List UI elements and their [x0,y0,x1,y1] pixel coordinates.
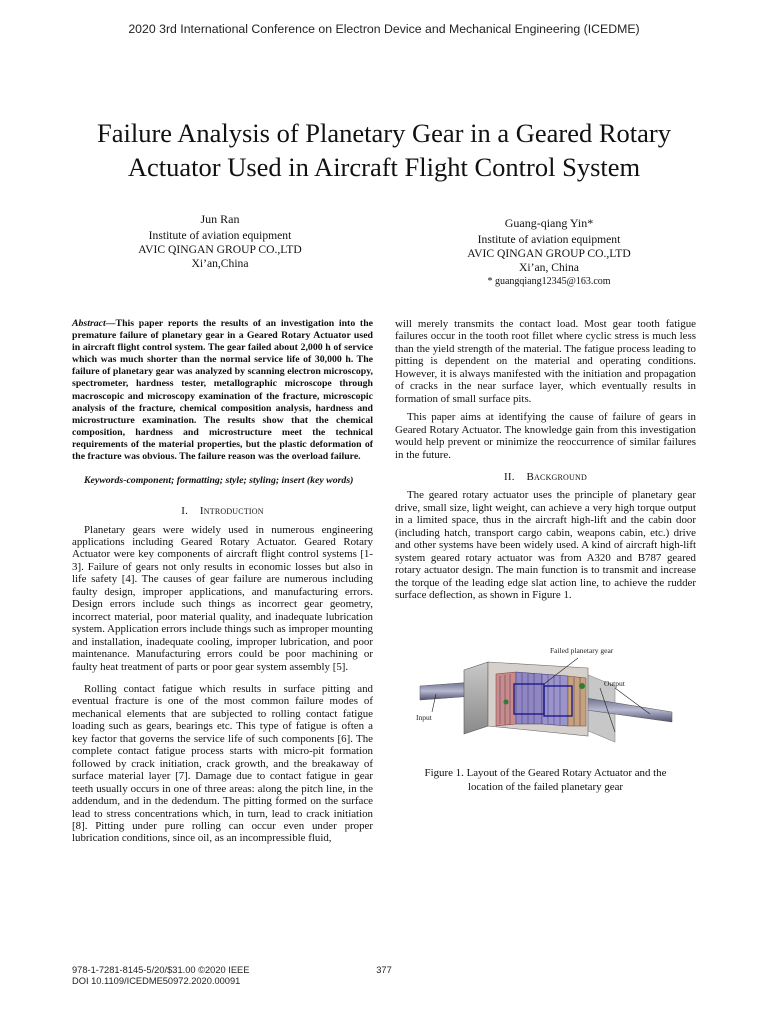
figure-label-failed-gear: Failed planetary gear [550,646,614,655]
section-number: II. [504,470,515,483]
intro-paragraph-2: Rolling contact fatigue which results in surface pitting and eventual fracture is one of the most common failure modes of mechanical elements that are subjected to rolling contact fatigue loading such as gears, bearings etc. This type of fatigue is often a key factor that governs the service life of such components [6]. The complete contact fatigue process starts with micro-pit formation followed by crack initiation, crack growth, and the breakaway of surface material layer [7]. Damage due to contact fatigue in gear teeth usually occurs in one of three areas: along the pitch line, in the addendum, and in the dedendum. The pitting formed on the surface lead to stress concentrations which, in turn, lead to crack initiation [8]. Pitting under pure rolling can occur even under proper lubrication conditions, since oil, as an incompressible fluid, [72,683,373,845]
left-column [72,318,373,845]
footer-left [72,965,332,987]
author-affiliation: Institute of aviation equipment [148,229,292,242]
footer-isbn: 978-1-7281-8145-5/20/$31.00 ©2020 IEEE [72,965,250,975]
conference-header: 2020 3rd International Conference on Electron Device and Mechanical Engineering (ICEDME) [128,22,640,36]
author-location: Xi’an, China [519,261,579,274]
right-paragraph-2: This paper aims at identifying the cause of failure of gears in Geared Rotary Actuator. The knowledge gain from this investigation would help prevent or minimize the reoccurrence of similar failures in the future. [395,411,696,461]
figure-caption-line-1: Figure 1. Layout of the Geared Rotary Actuator and the [424,767,667,779]
figure-1-caption [395,766,696,794]
section-heading-introduction [72,505,373,517]
section-title: Background [526,470,587,483]
figure-1-actuator-illustration [410,640,680,755]
keywords: Keywords-component; formatting; style; styling; insert (key words) [84,475,354,487]
author-company: AVIC QINGAN GROUP CO.,LTD [138,243,302,256]
background-paragraph-1: The geared rotary actuator uses the principle of planetary gear drive, small size, light weight, can achieve a very high torque output in a limited space, thus in the aircraft high-lift and the cabin door (including hatch, transport cargo cabin, weapons cabin, etc.) drive and other systems have been widely used. A kind of aircraft high-lift system geared rotary actuator was from A320 and B787 geared rotary actuator design. The main function is to transmit and increase the torque of the leading edge slat action line, to achieve the rudder surface deflection, as shown in Figure 1. [395,489,696,602]
author-location: Xi’an,China [191,257,249,270]
author-block-1 [95,212,345,271]
abstract-label: Abstract— [72,318,116,329]
paper-title-line-2: Actuator Used in Aircraft Flight Control System [127,152,641,182]
footer-doi: DOI 10.1109/ICEDME50972.2020.00091 [72,976,241,986]
section-title: Introduction [199,505,264,518]
abstract [72,318,373,463]
paper-title-line-1: Failure Analysis of Planetary Gear in a Geared Rotary [97,118,671,148]
section-heading-background [395,471,696,483]
author-block-2 [424,216,674,289]
right-column [395,318,696,602]
author-name: Guang-qiang Yin* [504,216,594,230]
author-name: Jun Ran [200,212,240,226]
right-paragraph-1: will merely transmits the contact load. Most gear tooth fatigue failures occur in the tooth root fillet where cyclic stress is much less than the yield strength of the material. The fatigue process leading to pitting is dependent on the material and operating conditions. However, it is always manifested with the initiation and propagation of cracks in the near surface layer, which eventually results in formation of small surface pits. [395,318,696,405]
figure-label-input: Input [416,713,432,722]
author-email: * guangqiang12345@163.com [487,276,611,287]
abstract-text: This paper reports the results of an investigation into the premature failure of planetary gear in a Geared Rotary Actuator used in aircraft flight control system. The gear failed about 2,000 h of service which was much shorter than the normal service life of 30,000 h. The failure of planetary gear was analyzed by scanning electron microscopy, spectrometer, hardness tester, metallographic microscope through macroscopic and microscopy examination of the fracture, microscopic analysis of the fracture, chemical composition analysis, hardness and microstructure examination. The results show that the chemical composition, hardness and microstructure meet the technical requirements of the material properties, but the plastic deformation of the fracture was obvious. The failure reason was the overload failure. [72,318,373,463]
figure-caption-line-2: location of the failed planetary gear [467,781,624,793]
author-company: AVIC QINGAN GROUP CO.,LTD [467,247,631,260]
intro-paragraph-1: Planetary gears were widely used in numerous engineering applications including Geared Rotary Actuator. Geared Rotary Actuator were key components of aircraft flight control systems [1-3]. Failure of gears not only results in economic losses but also in life safety [4]. The causes of gear failure are numerous including faulty design, improper applications, and manufacturing errors. Design errors include such things as incorrect gear geometry, incorrect material, poor material quality, and inadequate lubrication system. Application errors include things such as improper mounting and installation, inadequate cooling, improper lubrication, and poor maintenance. Manufacturing errors could be poor machining or faulty heat treatment of parts or poor gear system assembly [5]. [72,523,373,673]
author-affiliation: Institute of aviation equipment [477,233,621,246]
figure-label-output: Output [604,679,625,688]
section-number: I. [181,505,189,518]
paper-title [40,116,728,184]
page-number: 377 [376,965,392,975]
